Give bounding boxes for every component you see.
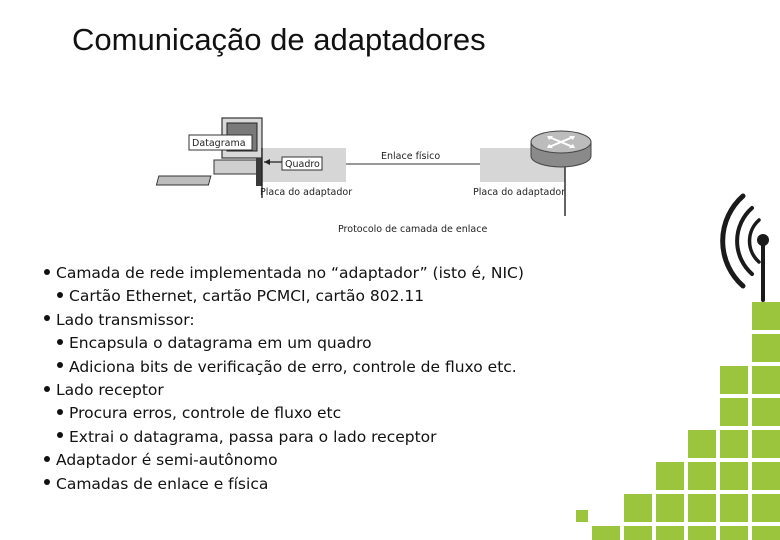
adapter-left-label: Placa do adaptador	[260, 187, 353, 198]
wireless-signal-icon	[723, 196, 769, 300]
bullet-item: Camadas de enlace e física	[44, 473, 664, 496]
bullet-item: Camada de rede implementada no “adaptador” (isto é, NIC)	[44, 262, 664, 285]
bullet-item: Lado transmissor:	[44, 309, 664, 332]
link-label: Enlace físico	[381, 151, 441, 162]
bullet-subitem: Adiciona bits de verificação de erro, controle de fluxo etc.	[44, 356, 664, 379]
green-block-pattern	[576, 302, 780, 540]
datagram-label: Datagrama	[192, 138, 246, 149]
page-title: Comunicação de adaptadores	[72, 22, 486, 57]
bullet-subitem: Cartão Ethernet, cartão PCMCI, cartão 802.11	[44, 285, 664, 308]
bullet-item: Lado receptor	[44, 379, 664, 402]
frame-label: Quadro	[285, 159, 320, 170]
adapter-right-label: Placa do adaptador	[473, 187, 566, 198]
bullet-subitem: Extrai o datagrama, passa para o lado receptor	[44, 426, 664, 449]
protocol-label: Protocolo de camada de enlace	[338, 224, 488, 235]
bullet-item: Adaptador é semi-autônomo	[44, 449, 664, 472]
bullet-subitem: Encapsula o datagrama em um quadro	[44, 332, 664, 355]
bullet-subitem: Procura erros, controle de fluxo etc	[44, 402, 664, 425]
